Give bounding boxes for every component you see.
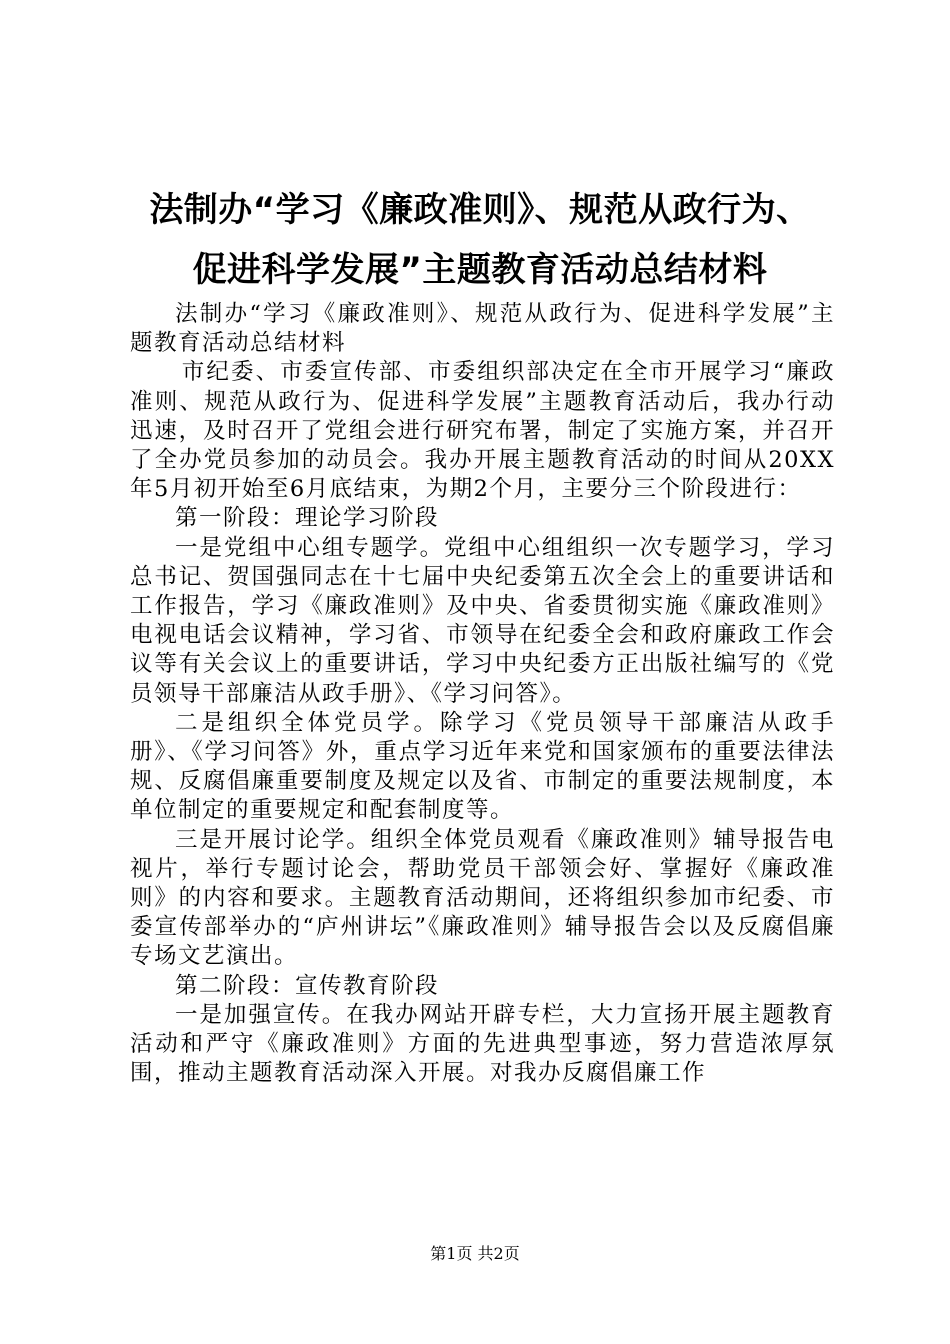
paragraph: 一是加强宣传。在我办网站开辟专栏，大力宣扬开展主题教育活动和严守《廉政准则》方面的先进典型事迹，努力营造浓厚氛围，推动主题教育活动深入开展。对我办反腐倡廉工作 (130, 1001, 835, 1087)
document-title-line-2: 促进科学发展”主题教育活动总结材料 (192, 250, 768, 290)
document-title-line-1: 法制办“学习《廉政准则》、规范从政行为、 (149, 190, 811, 230)
paragraph: 一是党组中心组专题学。党组中心组组织一次专题学习，学习总书记、贺国强同志在十七届中央纪委第五次全会上的重要讲话和工作报告，学习《廉政准则》及中央、省委贯彻实施《廉政准则》电视电话会议精神，学习省、市领导在纪委全会和政府廉政工作会议等有关会议上的重要讲话，学习中央纪委方正出版社编写的《党员领导干部廉洁从政手册》、《学习问答》。 (130, 534, 835, 707)
paragraph: 法制办“学习《廉政准则》、规范从政行为、促进科学发展”主题教育活动总结材料 (130, 301, 835, 357)
paragraph: 二是组织全体党员学。除学习《党员领导干部廉洁从政手册》、《学习问答》外，重点学习近年来党和国家颁布的重要法律法规、反腐倡廉重要制度及规定以及省、市制定的重要法规制度，本单位制定的重要规定和配套制度等。 (130, 709, 835, 824)
paragraph: 市纪委、市委宣传部、市委组织部决定在全市开展学习“廉政准则、规范从政行为、促进科学发展”主题教育活动后，我办行动迅速，及时召开了党组会进行研究布署，制定了实施方案，并召开了全办党员参加的动员会。我办开展主题教育活动的时间从20XX年5月初开始至6月底结束，为期2个月，主要分三个阶段进行： (130, 359, 835, 503)
section-heading: 第二阶段：宣传教育阶段 (175, 972, 440, 999)
document-body (130, 300, 835, 1088)
paragraph: 三是开展讨论学。组织全体党员观看《廉政准则》辅导报告电视片，举行专题讨论会，帮助党员干部领会好、掌握好《廉政准则》的内容和要求。主题教育活动期间，还将组织参加市纪委、市委宣传部举办的“庐州讲坛”《廉政准则》辅导报告会以及反腐倡廉专场文艺演出。 (130, 826, 835, 970)
page-footer: 第1页 共2页 (430, 1244, 520, 1263)
section-heading: 第一阶段：理论学习阶段 (175, 505, 440, 532)
